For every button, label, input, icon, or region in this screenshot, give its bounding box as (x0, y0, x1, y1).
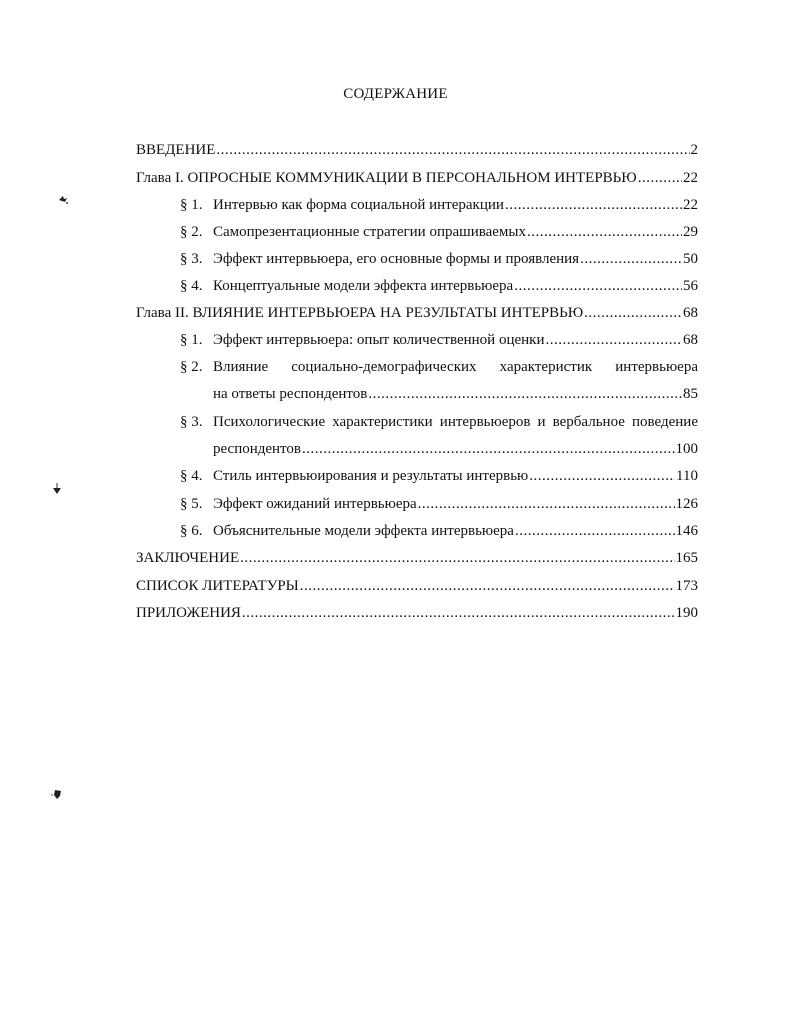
toc-entry-ch2-sec6[interactable] (180, 522, 698, 540)
toc-entry-appendices[interactable] (136, 604, 698, 622)
toc-entry-ch2-sec2-continued[interactable] (213, 385, 698, 403)
dot-leader (240, 549, 674, 567)
toc-page-number: 146 (675, 523, 698, 539)
toc-entry-label-continued: на ответы респондентов (213, 386, 368, 402)
toc-page-number: 29 (683, 224, 698, 240)
scan-mark-icon (50, 482, 64, 496)
toc-page-number: 22 (683, 170, 698, 186)
dot-leader (302, 440, 674, 458)
section-number: § 1. (180, 332, 203, 348)
toc-entry-label: Объяснительные модели эффекта интервьюера (213, 523, 514, 539)
dot-leader (580, 250, 682, 268)
toc-entry-ch2-sec1[interactable] (180, 331, 698, 349)
toc-entry-ch1-sec1[interactable] (180, 196, 698, 214)
toc-page-number: 68 (683, 305, 698, 321)
toc-entry-ch2-sec3[interactable] (180, 413, 698, 431)
toc-entry-ch2-sec4[interactable] (180, 467, 698, 485)
dot-leader (242, 604, 675, 622)
toc-page-number: 165 (675, 550, 698, 566)
dot-leader (515, 522, 675, 540)
toc-entry-label: Глава II. ВЛИЯНИЕ ИНТЕРВЬЮЕРА НА РЕЗУЛЬТАТЫ ИНТЕРВЬЮ (136, 305, 584, 321)
dot-leader (300, 577, 675, 595)
toc-entry-label: Психологические характеристики интервьюеров и вербальное поведение (213, 414, 698, 430)
dot-leader (368, 385, 682, 403)
toc-entry-ch2-sec3-continued[interactable] (213, 440, 698, 458)
section-number: § 2. (180, 224, 203, 240)
dot-leader (527, 223, 682, 241)
toc-entry-ch2-sec2[interactable] (180, 358, 698, 376)
dot-leader (514, 277, 682, 295)
toc-entry-label: ЗАКЛЮЧЕНИЕ (136, 550, 240, 566)
dot-leader (418, 495, 675, 513)
toc-page-number: 2 (690, 142, 698, 158)
section-number: § 3. (180, 414, 203, 430)
section-number: § 6. (180, 523, 203, 539)
section-number: § 1. (180, 197, 203, 213)
section-number: § 3. (180, 251, 203, 267)
toc-entry-label: Эффект интервьюера, его основные формы и проявления (213, 251, 580, 267)
toc-entry-label: ПРИЛОЖЕНИЯ (136, 605, 241, 621)
toc-entry-label: СПИСОК ЛИТЕРАТУРЫ (136, 578, 299, 594)
toc-entry-label: Влияние социально-демографических характеристик интервьюера (213, 359, 698, 375)
toc-entry-ch1-sec3[interactable] (180, 250, 698, 268)
toc-page-number: 110 (676, 468, 698, 484)
toc-page-number: 22 (683, 197, 698, 213)
section-number: § 2. (180, 359, 203, 375)
scan-mark-icon (56, 193, 70, 207)
toc-entry-label: Интервью как форма социальной интеракции (213, 197, 504, 213)
toc-entry-label: ВВЕДЕНИЕ (136, 142, 216, 158)
dot-leader (546, 331, 683, 349)
scan-mark-icon (50, 787, 64, 801)
dot-leader (584, 304, 682, 322)
page-title: СОДЕРЖАНИЕ (343, 86, 448, 102)
toc-entry-label: Эффект интервьюера: опыт количественной оценки (213, 332, 545, 348)
toc-entry-ch1-sec4[interactable] (180, 277, 698, 295)
toc-entry-chapter-2[interactable] (136, 304, 698, 322)
toc-entry-conclusion[interactable] (136, 549, 698, 567)
toc-entry-ch1-sec2[interactable] (180, 223, 698, 241)
toc-page-number: 56 (683, 278, 698, 294)
toc-page-number: 50 (683, 251, 698, 267)
section-number: § 4. (180, 468, 203, 484)
section-number: § 5. (180, 496, 203, 512)
toc-page-number: 190 (675, 605, 698, 621)
dot-leader (529, 467, 675, 485)
toc-entry-label-continued: респондентов (213, 441, 302, 457)
toc-entry-chapter-1[interactable] (136, 169, 698, 187)
dot-leader (638, 169, 682, 187)
dot-leader (216, 141, 689, 159)
toc-entry-label: Глава I. ОПРОСНЫЕ КОММУНИКАЦИИ В ПЕРСОНАЛЬНОМ ИНТЕРВЬЮ (136, 170, 637, 186)
toc-entry-label: Эффект ожиданий интервьюера (213, 496, 417, 512)
section-number: § 4. (180, 278, 203, 294)
toc-entry-label: Самопрезентационные стратегии опрашиваемых (213, 224, 526, 240)
toc-page-number: 173 (675, 578, 698, 594)
toc-page-number: 126 (675, 496, 698, 512)
toc-entry-ch2-sec5[interactable] (180, 495, 698, 513)
dot-leader (505, 196, 682, 214)
toc-page-number: 100 (675, 441, 698, 457)
toc-entry-intro[interactable] (136, 141, 698, 159)
toc-entry-bibliography[interactable] (136, 577, 698, 595)
toc-page-number: 68 (683, 332, 698, 348)
toc-page-number: 85 (683, 386, 698, 402)
toc-entry-label: Концептуальные модели эффекта интервьюера (213, 278, 514, 294)
toc-entry-label: Стиль интервьюирования и результаты интервью (213, 468, 529, 484)
